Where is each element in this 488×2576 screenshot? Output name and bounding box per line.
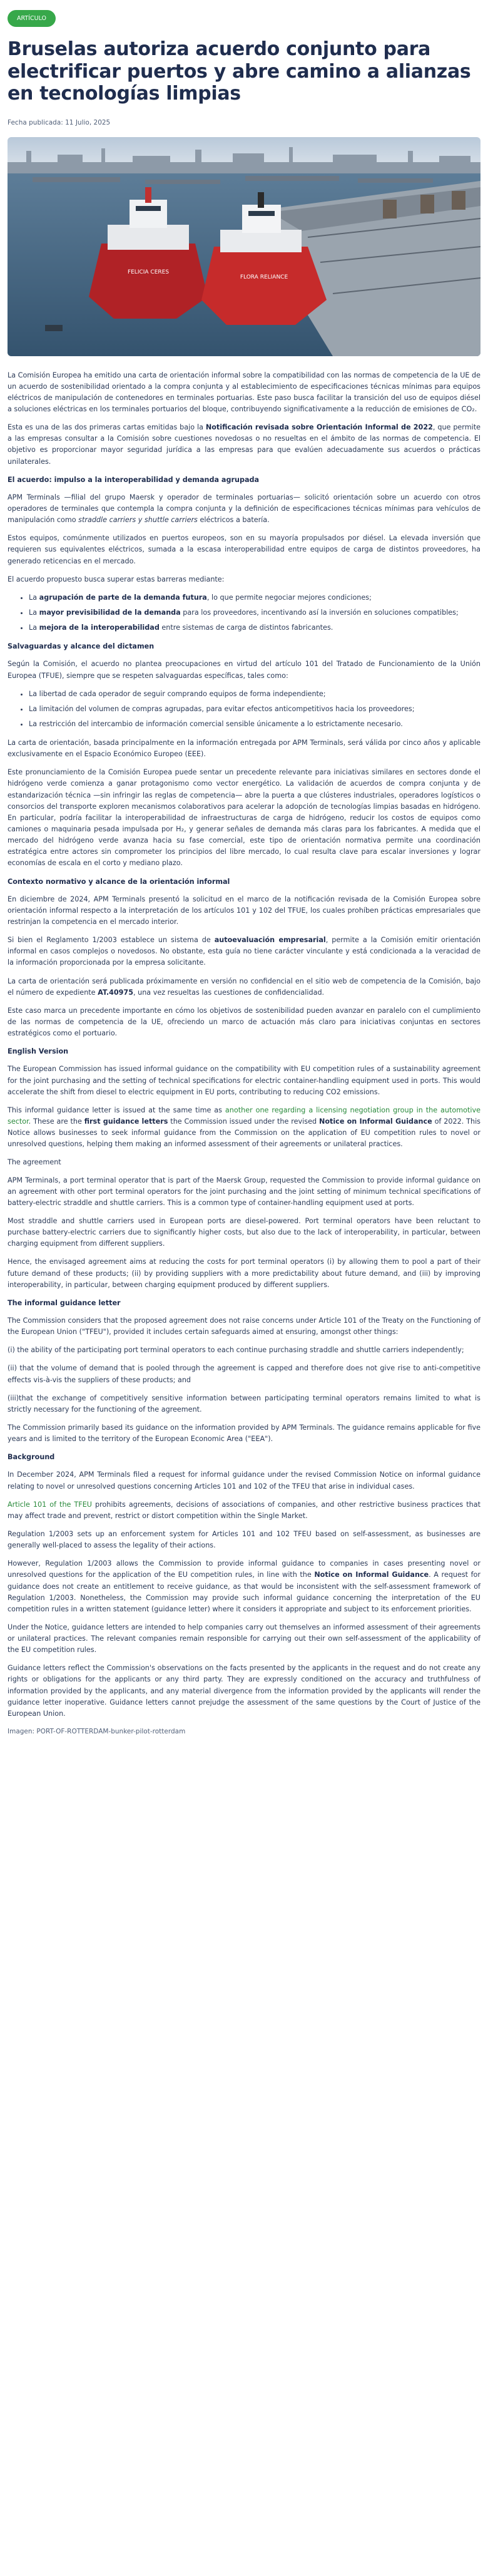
list-item: • La mejora de la interoperabilidad entre sistemas de carga de distintos fabricantes.	[29, 622, 480, 634]
measures-list	[8, 592, 480, 634]
paragraph: The Commission primarily based its guidance on the information provided by APM Terminals. The guidance remains applicable for five years and is limited to the territory of the European Economic Area ("EEA").	[8, 1423, 480, 1444]
section-heading: El acuerdo: impulso a la interoperabilidad y demanda agrupada	[8, 475, 260, 484]
section-heading: Salvaguardas y alcance del dictamen	[8, 642, 155, 651]
list-item: • La libertad de cada operador de seguir comprando equipos de forma independiente;	[29, 689, 480, 700]
notice-informal-guidance-link-2[interactable]: Notice on Informal Guidance	[314, 1571, 429, 1579]
section-heading: The agreement	[8, 1158, 61, 1167]
section-heading: English Version	[8, 1047, 69, 1056]
list-item: • La agrupación de parte de la demanda futura, lo que permite negociar mejores condiciones;	[29, 592, 480, 603]
paragraph: Guidance letters reflect the Commission's observations on the facts presented by the applicants in the request and do not create any rights or obligations for the applicants or any third party. They are expressly conditioned on the accuracy and truthfulness of information provided by the applicants, and any material divergence from the information provided by the applicants will render the guidance letter inoperative. Guidance letters cannot prejudge the assessment of the same questions by the Court of Justice of the European Union.	[8, 1664, 480, 1718]
paragraph: Hence, the envisaged agreement aims at reducing the costs for port terminal operators (i) by allowing them to pool a part of their future demand of these products; (ii) by providing suppliers with a more predictability about future demand, and (iii) by improving interoperability, in particular, between charging equipment produced by different suppliers.	[8, 1258, 480, 1289]
paragraph: Esta es una de las dos primeras cartas emitidas bajo la Notificación revisada sobre Orientación Informal de 2022, que permite a las empresas consultar a la Comisión sobre cuestiones novedosas o no resueltas en el ámbito de las normas de competencia. El objetivo es proporcionar mayor seguridad jurídica a las empresas para que evalúen adecuadamente sus acuerdos o prácticas unilaterales.	[8, 423, 480, 466]
paragraph: APM Terminals, a port terminal operator that is part of the Maersk Group, requested the Commission to provide informal guidance on an agreement with other port terminal operators for the joint purchasing and the joint setting of minimum technical specifications of battery-electric straddle and shuttle carriers. This is a common type of container-handling equipment used at ports.	[8, 1176, 480, 1207]
paragraph: El acuerdo propuesto busca superar estas barreras mediante:	[8, 575, 225, 583]
paragraph: The Commission considers that the proposed agreement does not raise concerns under Article 101 of the Treaty on the Functioning of the European Union ("TFEU"), provided it includes certain safeguards aimed at ensuring, amongst other things:	[8, 1316, 480, 1337]
paragraph: Estos equipos, comúnmente utilizados en puertos europeos, son en su mayoría propulsados por diésel. La elevada inversión que requieren sus equivalentes eléctricos, sumada a la escasa interoperabilidad entre equipos de carga de distintos proveedores, ha generado reticencias en el mercado.	[8, 534, 480, 565]
article-title: Bruselas autoriza acuerdo conjunto para electrificar puertos y abre camino a alianzas en tecnologías limpias	[8, 38, 471, 105]
paragraph: La carta de orientación, basada principalmente en la información entregada por APM Terminals, será válida por cinco años y aplicable exclusivamente en el Espacio Económico Europeo (EEE).	[8, 739, 480, 759]
section-heading: Background	[8, 1453, 55, 1462]
tug	[45, 325, 63, 331]
paragraph: En diciembre de 2024, APM Terminals presentó la solicitud en el marco de la notificación revisada de la Comisión Europea sobre orientación informal respecto a la interpretación de los artículos 101 y 102 del TFUE, los cuales prohíben prácticas empresariales que restrinjan la competencia en el mercado interior.	[8, 895, 480, 926]
list-item: • La mayor previsibilidad de la demanda para los proveedores, incentivando así la inversión en soluciones compatibles;	[29, 607, 480, 618]
paragraph: (iii)that the exchange of competitively sensitive information between participating terminal operators remains limited to what is strictly necessary for the functioning of the agreement.	[8, 1393, 480, 1414]
category-badge[interactable]: ARTÍCULO	[8, 10, 56, 27]
section-heading: The informal guidance letter	[8, 1298, 121, 1307]
paragraph: APM Terminals —filial del grupo Maersk y operador de terminales portuarias— solicitó orientación sobre un acuerdo con otros operadores de terminales que contempla la compra conjunta y la definición de especificaciones técnicas mínimas para vehículos de manipulación como straddle carriers y shuttle carriers eléctricos a batería.	[8, 493, 480, 525]
paragraph: Según la Comisión, el acuerdo no plantea preocupaciones en virtud del artículo 101 del Tratado de Funcionamiento de la Unión Europea (TFUE), siempre que se respeten salvaguardas específicas, tales como:	[8, 660, 480, 680]
paragraph: La Comisión Europea ha emitido una carta de orientación informal sobre la compatibilidad con las normas de competencia de la UE de un acuerdo de sostenibilidad orientado a la compra conjunta y al establecimiento de especificaciones técnicas mínimas para equipos eléctricos de manipulación de contenedores en terminales portuarias. Este paso busca facilitar la transición del uso de equipos diésel a soluciones eléctricas en los terminales portuarios del bloque, contribuyendo significativamente a la reducción de emisiones de CO₂.	[8, 371, 480, 413]
paragraph: Article 101 of the TFEU prohibits agreements, decisions of associations of companies, and other restrictive business practices that may affect trade and prevent, restrict or distort competition within the Single Market.	[8, 1500, 480, 1520]
paragraph: Este pronunciamiento de la Comisión Europea puede sentar un precedente relevante para iniciativas similares en sectores donde el hidrógeno verde comienza a ganar protagonismo como vector energético. La validación de acuerdos de compra conjunta y de estandarización técnica —sin infringir las reglas de competencia— abre la puerta a que clústeres industriales, operadores logísticos o consorcios del transporte exploren mecanismos colaborativos para acelerar la adopción de tecnologías limpias basadas en hidrógeno. En particular, podría facilitar la interoperabilidad de infraestructuras de carga de hidrógeno, reducir los costos de equipos como camiones o maquinaria pesada impulsada por H₂, y generar señales de demanda más claras para los fabricantes. A medida que el mercado del hidrógeno verde avanza hacia su fase comercial, este tipo de orientación normativa permite una coordinación estratégica entre actores sin comprometer los principios del libre mercado, lo cual resulta clave para escalar inversiones y lograr economías de escala en el corto y mediano plazo.	[8, 768, 480, 868]
hero-image	[8, 137, 480, 356]
paragraph: Si bien el Reglamento 1/2003 establece un sistema de autoevaluación empresarial, permite a la Comisión emitir orientación informal en casos complejos o novedosos. No obstante, esta guía no tiene carácter vinculante y está condicionada a la veracidad de la información proporcionada por la empresa solicitante.	[8, 936, 481, 967]
paragraph: This informal guidance letter is issued at the same time as another one regarding a licensing negotiation group in the automotive sector. These are the first guidance letters the Commission issued under the revised Notice on Informal Guidance of 2022. This Notice allows businesses to seek informal guidance from the Commission on the application of EU competition rules to novel or unresolved questions, helping them making an informed assessment of their agreements or unilateral practices.	[8, 1106, 481, 1149]
image-caption: Imagen: PORT-OF-ROTTERDAM-bunker-pilot-rotterdam	[8, 1728, 186, 1736]
automotive-guidance-link[interactable]: another one regarding a licensing negotiation group in the automotive sector	[8, 1106, 480, 1126]
paragraph: Regulation 1/2003 sets up an enforcement system for Articles 101 and 102 TFEU based on self-assessment, as businesses are generally well-placed to assess the legality of their actions.	[8, 1529, 480, 1550]
paragraph: Este caso marca un precedente importante en cómo los objetivos de sostenibilidad pueden avanzar en paralelo con el cumplimiento de las normas de competencia de la UE, ofreciendo un marco de actuación más claro para iniciativas conjuntas en sectores estratégicos como el portuario.	[8, 1006, 480, 1038]
safeguards-list	[8, 689, 480, 730]
paragraph: (i) the ability of the participating port terminal operators to each continue purchasing straddle and shuttle carriers independently;	[8, 1346, 464, 1355]
paragraph: La carta de orientación será publicada próximamente en versión no confidencial en el sitio web de competencia de la Comisión, bajo el número de expediente AT.40975, una vez resueltas las cuestiones de confidencialidad.	[8, 977, 480, 997]
paragraph: (ii) that the volume of demand that is pooled through the agreement is capped and therefore does not give rise to anti-competitive effects vis-à-vis the suppliers of these products; and	[8, 1364, 480, 1384]
paragraph: Under the Notice, guidance letters are intended to help companies carry out themselves an informed assessment of their agreements or unilateral practices. The relevant companies remain responsible for carrying out their own self-assessment of the applicability of the EU competition rules.	[8, 1623, 480, 1655]
paragraph: However, Regulation 1/2003 allows the Commission to provide informal guidance to companies in cases presenting novel or unresolved questions for the application of the EU competition rules, in line with the Notice on Informal Guidance. A request for guidance does not create an entitlement to receive guidance, as that would be inconsistent with the self-assessment framework of Regulation 1/2003. Nonetheless, the Commission may provide such informal guidance concerning the interpretation of the EU competition rules in a written statement (guidance letter) where it considers it appropriate and subject to its enforcement priorities.	[8, 1559, 481, 1613]
list-item: • La limitación del volumen de compras agrupadas, para evitar efectos anticompetitivos hacia los proveedores;	[29, 704, 480, 715]
ship-right-name: FLORA RELIANCE	[240, 274, 288, 280]
paragraph: Most straddle and shuttle carriers used in European ports are diesel-powered. Port terminal operators have been reluctant to purchase battery-electric carriers due to significantly higher costs, but also due to the lack of interoperability, in particular, between charging equipment from different suppliers.	[8, 1216, 480, 1248]
section-heading: Contexto normativo y alcance de la orientación informal	[8, 877, 230, 886]
publish-date: Fecha publicada: 11 Julio, 2025	[8, 118, 111, 126]
list-item: • La restricción del intercambio de información comercial sensible únicamente a lo estrictamente necesario.	[29, 719, 480, 730]
paragraph: The European Commission has issued informal guidance on the compatibility with EU competition rules of a sustainability agreement for the joint purchasing and the setting of technical specifications for electric container-handling equipment used in ports. This would accelerate the shift from diesel to electric equipment in EU ports, contributing to reducing CO2 emissions.	[8, 1065, 480, 1096]
article-101-link[interactable]: Article 101 of the TFEU	[8, 1500, 92, 1509]
ship-left-name: FELICIA CERES	[127, 269, 170, 275]
paragraph: In December 2024, APM Terminals filed a request for informal guidance under the revised Commission Notice on informal guidance relating to novel or unresolved questions concerning Articles 101 and 102 of the TFEU that arise in individual cases.	[8, 1470, 480, 1491]
notice-informal-guidance-link[interactable]: Notice on Informal Guidance	[318, 1117, 432, 1126]
